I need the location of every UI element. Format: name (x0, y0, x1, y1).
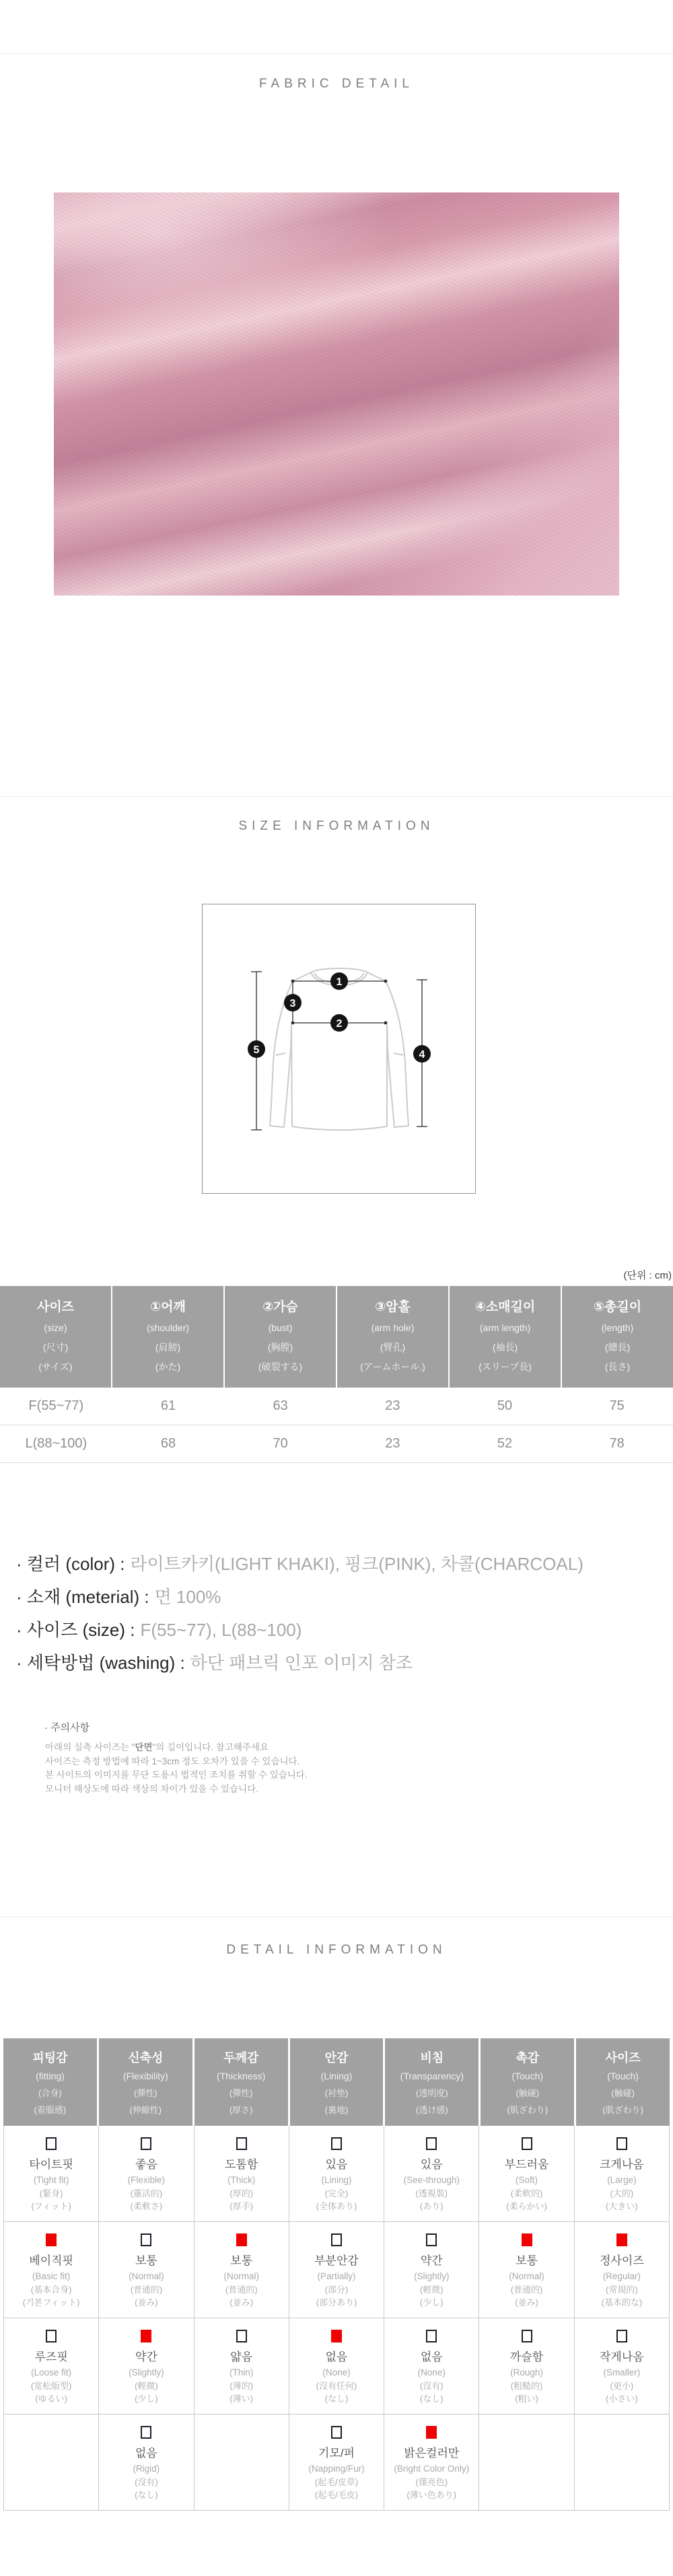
header-en: (arm length) (479, 1322, 531, 1333)
option-cell (384, 2414, 479, 2510)
size-value: 23 (385, 1398, 400, 1413)
header-cn: (触碰) (611, 2088, 635, 2098)
option-jp: (あり) (419, 2201, 444, 2211)
option-jp: (柔らかい) (506, 2201, 547, 2211)
header-ko: ①어깨 (150, 1300, 186, 1314)
size-col-header (337, 1286, 450, 1388)
header-en: (shoulder) (146, 1322, 190, 1333)
option-ko: 없음 (420, 2351, 443, 2363)
option-cell (289, 2222, 384, 2318)
option-en: (Tight fit) (33, 2175, 69, 2185)
option-cn: (沒有) (419, 2381, 444, 2391)
notice-line: 모니터 해상도에 따라 색상의 차이가 있을 수 있습니다. (45, 1783, 258, 1794)
option-ko: 보통 (135, 2254, 157, 2267)
info-label: · 컬러 (color) : (16, 1554, 125, 1574)
size-information-title: SIZE INFORMATION (238, 819, 435, 833)
option-en: (Flexible) (127, 2175, 166, 2185)
option-en: (Normal) (509, 2271, 544, 2281)
detail-col-header (194, 2038, 290, 2126)
option-jp: (起毛/毛皮) (314, 2490, 359, 2500)
option-ko: 있음 (420, 2158, 443, 2171)
option-cn: (常規的) (605, 2285, 638, 2295)
info-value: 하단 패브릭 인포 이미지 참조 (190, 1653, 413, 1673)
option-ko: 부드러움 (504, 2158, 549, 2171)
option-ko: 정사이즈 (599, 2254, 644, 2267)
option-cn: (沒有) (135, 2477, 158, 2487)
option-en: (Rough) (510, 2367, 543, 2377)
option-en: (Thick) (227, 2175, 256, 2185)
unit-note: (단위 : cm) (623, 1270, 672, 1281)
option-en: (Slightly) (129, 2367, 164, 2377)
section-divider (0, 796, 673, 797)
option-ko: 좋음 (135, 2158, 157, 2171)
info-label: · 사이즈 (size) : (16, 1620, 135, 1640)
checkbox-icon (141, 2426, 151, 2439)
option-cn: (普通的) (510, 2285, 543, 2295)
header-ko: 안감 (324, 2051, 349, 2065)
option-cell (384, 2318, 479, 2414)
option-cn: (緊身) (39, 2188, 63, 2198)
measurement-lines (251, 972, 427, 1130)
fabric-detail-title: FABRIC DETAIL (258, 77, 414, 91)
checkbox-icon (236, 2137, 247, 2150)
option-en: (None) (322, 2367, 351, 2377)
option-cell (99, 2414, 194, 2510)
header-en: (size) (44, 1322, 67, 1333)
option-en: (Bright Color Only) (394, 2464, 470, 2474)
size-col-header (112, 1286, 225, 1388)
checkbox-icon (331, 2330, 342, 2342)
detail-col-header (385, 2038, 481, 2126)
info-value: F(55~77), L(88~100) (140, 1620, 302, 1640)
option-jp: (ゆるい) (35, 2394, 67, 2404)
header-jp: (厚さ) (229, 2105, 253, 2115)
checkbox-icon (426, 2426, 437, 2439)
header-cn: (袖長) (492, 1342, 518, 1353)
header-ko: 두께감 (223, 2051, 259, 2065)
option-jp: (厚手) (229, 2201, 254, 2211)
option-cn: (基本合身) (30, 2285, 72, 2295)
option-jp: (基本的な) (601, 2297, 643, 2307)
shirt-measurement-diagram (203, 904, 475, 1193)
header-cn: (合身) (38, 2088, 62, 2098)
checkbox-icon (426, 2233, 437, 2246)
option-en: (Thin) (229, 2367, 254, 2377)
detail-table-row (4, 2126, 669, 2222)
info-size (16, 1614, 662, 1647)
option-cell (479, 2126, 574, 2221)
checkbox-icon (522, 2137, 532, 2150)
detail-table-row (4, 2414, 669, 2510)
option-cell (99, 2126, 194, 2221)
header-jp: (伸縮性) (129, 2105, 162, 2115)
option-cn: (粗糙的) (510, 2381, 543, 2391)
size-value: 68 (160, 1436, 176, 1451)
checkbox-icon (46, 2233, 57, 2246)
option-cn: (輕微) (419, 2285, 444, 2295)
option-ko: 없음 (135, 2447, 157, 2460)
option-cn: (起毛/皮草) (314, 2477, 359, 2487)
option-cn: (完全) (324, 2188, 349, 2198)
option-cell (289, 2126, 384, 2221)
notice-lines (45, 1741, 308, 1796)
header-en: (Transparency) (400, 2071, 464, 2081)
option-cell (99, 2222, 194, 2318)
size-value: 63 (273, 1398, 288, 1413)
header-cn: (透明度) (416, 2088, 448, 2098)
info-color (16, 1548, 662, 1581)
header-en: (bust) (268, 1322, 293, 1333)
option-cell (194, 2222, 289, 2318)
option-jp: (フィット) (31, 2201, 71, 2211)
size-value: 23 (385, 1436, 400, 1451)
option-cell (575, 2318, 669, 2414)
checkbox-icon (426, 2330, 437, 2342)
option-cell (194, 2318, 289, 2414)
option-ko: 밝은컬러만 (404, 2447, 460, 2460)
info-value: 라이트카키(LIGHT KHAKI), 핑크(PINK), 차콜(CHARCOAL) (130, 1554, 583, 1574)
header-en: (arm hole) (371, 1322, 415, 1333)
header-ko: ②가슴 (262, 1300, 298, 1314)
header-jp: (肌ざわり) (507, 2105, 548, 2115)
detail-table-header (3, 2038, 670, 2126)
option-ko: 까슬함 (509, 2351, 544, 2363)
option-ko: 얇음 (230, 2351, 253, 2363)
checkbox-icon (331, 2137, 342, 2150)
header-en: (Touch) (511, 2071, 544, 2081)
header-jp: (スリープ長) (479, 1361, 532, 1372)
header-jp: (肌ざわり) (602, 2105, 643, 2115)
size-label: F(55~77) (28, 1398, 84, 1413)
option-cell (4, 2126, 99, 2221)
checkbox-icon (46, 2137, 57, 2150)
checkbox-icon (616, 2137, 627, 2150)
header-en: (Touch) (607, 2071, 639, 2081)
header-ko: ④소매길이 (474, 1300, 536, 1314)
checkbox-icon (141, 2233, 151, 2246)
option-ko: 보통 (230, 2254, 253, 2267)
notice-line-pre: 아래의 실측 사이즈는 " (45, 1742, 135, 1752)
checkbox-icon (141, 2330, 151, 2342)
info-label: · 세탁방법 (washing) : (16, 1653, 185, 1673)
option-cell-empty (4, 2414, 99, 2510)
option-en: (Large) (607, 2175, 637, 2185)
size-value: 70 (273, 1436, 288, 1451)
header-cn: (臂孔) (380, 1342, 406, 1353)
header-cn: (肩膀) (155, 1342, 181, 1353)
option-en: (Normal) (129, 2271, 164, 2281)
checkbox-icon (331, 2426, 342, 2439)
checkbox-icon (616, 2233, 627, 2246)
header-ko: ③암홀 (375, 1300, 411, 1314)
info-value: 면 100% (154, 1587, 221, 1607)
option-cn: (沒有任何) (316, 2381, 357, 2391)
option-ko: 약간 (135, 2351, 157, 2363)
header-en: (Lining) (320, 2071, 353, 2081)
checkbox-icon (331, 2233, 342, 2246)
size-value: 61 (160, 1398, 176, 1413)
size-col-header (0, 1286, 112, 1388)
size-table-row (0, 1388, 673, 1425)
option-jp: (並み) (229, 2297, 254, 2307)
checkbox-icon (46, 2330, 57, 2342)
option-jp: (少し) (135, 2394, 158, 2404)
option-ko: 베이직핏 (29, 2254, 73, 2267)
size-value: 50 (497, 1398, 513, 1413)
option-ko: 작게나옴 (599, 2351, 644, 2363)
detail-col-header (290, 2038, 386, 2126)
option-en: (Lining) (321, 2175, 352, 2185)
option-cell (99, 2318, 194, 2414)
option-cell-empty (479, 2414, 574, 2510)
badge-1: 1 (336, 976, 343, 988)
option-ko: 크게나옴 (599, 2158, 644, 2171)
option-en: (Partially) (317, 2271, 356, 2281)
header-jp: (アームホール.) (360, 1361, 425, 1372)
option-cell-empty (194, 2414, 289, 2510)
header-ko: 촉감 (516, 2051, 540, 2065)
fabric-photo (54, 192, 619, 596)
option-en: (Soft) (516, 2175, 538, 2185)
option-jp: (薄い色あり) (406, 2490, 457, 2500)
header-cn: (衬垫) (324, 2088, 349, 2098)
header-jp: (裏地) (324, 2105, 349, 2115)
size-diagram (202, 904, 476, 1194)
option-en: (Normal) (223, 2271, 259, 2281)
option-cell (4, 2318, 99, 2414)
option-en: (Slightly) (414, 2271, 450, 2281)
option-cell (194, 2126, 289, 2221)
option-cell (289, 2318, 384, 2414)
header-en: (length) (601, 1322, 634, 1333)
option-en: (See-through) (403, 2175, 460, 2185)
option-cell-empty (575, 2414, 669, 2510)
option-cn: (透視裝) (415, 2188, 448, 2198)
size-table (0, 1286, 673, 1463)
option-jp: (全体あり) (316, 2201, 357, 2211)
badge-5: 5 (253, 1044, 260, 1056)
option-ko: 없음 (325, 2351, 348, 2363)
badge-3: 3 (289, 998, 296, 1009)
notice-line: 사이즈는 측정 방법에 따라 1~3cm 정도 오차가 있을 수 있습니다. (45, 1756, 300, 1766)
option-cn: (柔軟的) (510, 2188, 543, 2198)
detail-col-header (481, 2038, 576, 2126)
header-en: (Flexibility) (122, 2071, 168, 2081)
header-jp: (長さ) (604, 1361, 631, 1372)
checkbox-icon (522, 2233, 532, 2246)
checkbox-icon (236, 2330, 247, 2342)
header-jp: (かた) (155, 1361, 181, 1372)
checkbox-icon (522, 2330, 532, 2342)
info-material (16, 1581, 662, 1614)
header-jp: (破裂する) (258, 1361, 303, 1372)
option-jp: (並み) (135, 2297, 158, 2307)
option-en: (Rigid) (133, 2464, 160, 2474)
size-col-header (450, 1286, 562, 1388)
option-cn: (宽松版型) (30, 2381, 72, 2391)
option-jp: (기본フィット) (22, 2297, 80, 2307)
option-cn: (普通的) (130, 2285, 163, 2295)
notice-line-post: "의 길이입니다. 참고해주세요 (152, 1742, 269, 1752)
header-cn: (胸膛) (267, 1342, 293, 1353)
option-cn: (僅亮色) (415, 2477, 448, 2487)
option-en: (Napping/Fur) (308, 2464, 365, 2474)
option-jp: (粗い) (515, 2394, 538, 2404)
header-ko: ⑤총길이 (593, 1300, 642, 1314)
header-jp: (サイズ) (38, 1361, 73, 1372)
size-col-header (562, 1286, 673, 1388)
header-ko: 사이즈 (605, 2051, 641, 2065)
option-ko: 기모/퍼 (318, 2447, 355, 2460)
header-cn: (總長) (604, 1342, 631, 1353)
option-cn: (部分) (324, 2285, 349, 2295)
header-cn: (彈性) (133, 2088, 157, 2098)
notice-line-bold: 단면 (135, 1742, 153, 1752)
notice-line (45, 1741, 308, 1755)
option-cell (479, 2222, 574, 2318)
notice-line: 본 사이트의 이미지를 무단 도용시 법적인 조치를 취할 수 있습니다. (45, 1770, 308, 1780)
header-cn: (彈性) (229, 2088, 253, 2098)
option-jp: (少し) (419, 2297, 444, 2307)
option-ko: 도톰함 (225, 2158, 258, 2171)
option-jp: (なし) (135, 2490, 158, 2500)
option-ko: 보통 (516, 2254, 538, 2267)
option-ko: 타이트핏 (29, 2158, 73, 2171)
detail-table-row (4, 2222, 669, 2318)
section-divider (0, 53, 673, 54)
option-cn: (普通的) (225, 2285, 258, 2295)
checkbox-icon (141, 2137, 151, 2150)
option-en: (Loose fit) (31, 2367, 72, 2377)
option-ko: 부분안감 (314, 2254, 359, 2267)
detail-information-title: DETAIL INFORMATION (226, 1943, 447, 1957)
size-value: 52 (497, 1436, 513, 1451)
option-en: (Basic fit) (32, 2271, 71, 2281)
size-label: L(88~100) (25, 1436, 87, 1451)
detail-col-header (3, 2038, 99, 2126)
option-en: (None) (417, 2367, 446, 2377)
detail-col-header (576, 2038, 670, 2126)
option-cell (4, 2222, 99, 2318)
option-ko: 약간 (420, 2254, 443, 2267)
option-jp: (並み) (515, 2297, 538, 2307)
option-cell (575, 2126, 669, 2221)
option-cell (575, 2222, 669, 2318)
header-ko: 신축성 (128, 2051, 164, 2065)
shirt-outline (270, 968, 409, 1130)
header-cn: (尺寸) (42, 1342, 69, 1353)
option-en: (Smaller) (603, 2367, 641, 2377)
option-cell (479, 2318, 574, 2414)
header-jp: (透け感) (416, 2105, 448, 2115)
option-cn: (靈活的) (130, 2188, 163, 2198)
option-jp: (部分あり) (316, 2297, 357, 2307)
option-jp: (柔軟さ) (130, 2201, 163, 2211)
option-cn: (輕微) (135, 2381, 158, 2391)
header-ko: 사이즈 (36, 1300, 75, 1314)
badge-4: 4 (419, 1049, 425, 1061)
option-jp: (なし) (419, 2394, 444, 2404)
header-ko: 비침 (420, 2051, 444, 2065)
option-cell (384, 2222, 479, 2318)
header-jp: (着服感) (34, 2105, 67, 2115)
size-value: 75 (609, 1398, 625, 1413)
option-en: (Regular) (602, 2271, 641, 2281)
option-jp: (薄い) (229, 2394, 254, 2404)
size-table-row (0, 1425, 673, 1463)
size-col-header (225, 1286, 337, 1388)
header-en: (fitting) (36, 2071, 65, 2081)
option-cn: (厚的) (229, 2188, 254, 2198)
option-cell (289, 2414, 384, 2510)
detail-table (3, 2039, 670, 2511)
product-info-list (16, 1548, 662, 1680)
header-ko: 피팅감 (32, 2051, 68, 2065)
checkbox-icon (236, 2233, 247, 2246)
option-jp: (なし) (324, 2394, 349, 2404)
checkbox-icon (616, 2330, 627, 2342)
option-cn: (大的) (610, 2188, 634, 2198)
option-cn: (薄的) (229, 2381, 254, 2391)
info-washing (16, 1647, 662, 1680)
size-value: 78 (609, 1436, 625, 1451)
option-cn: (更小) (610, 2381, 634, 2391)
info-label: · 소재 (meterial) : (16, 1587, 149, 1607)
option-ko: 있음 (325, 2158, 348, 2171)
measure-badges (248, 972, 431, 1063)
checkbox-icon (426, 2137, 437, 2150)
header-en: (Thickness) (216, 2071, 266, 2081)
option-jp: (小さい) (605, 2394, 638, 2404)
badge-2: 2 (336, 1018, 343, 1030)
header-cn: (触碰) (516, 2088, 540, 2098)
option-jp: (大きい) (605, 2201, 638, 2211)
option-cell (384, 2126, 479, 2221)
size-table-header (0, 1286, 673, 1388)
detail-col-header (99, 2038, 194, 2126)
detail-table-row (4, 2318, 669, 2414)
option-ko: 루즈핏 (34, 2351, 68, 2363)
notice-heading: · 주의사항 (44, 1722, 90, 1733)
